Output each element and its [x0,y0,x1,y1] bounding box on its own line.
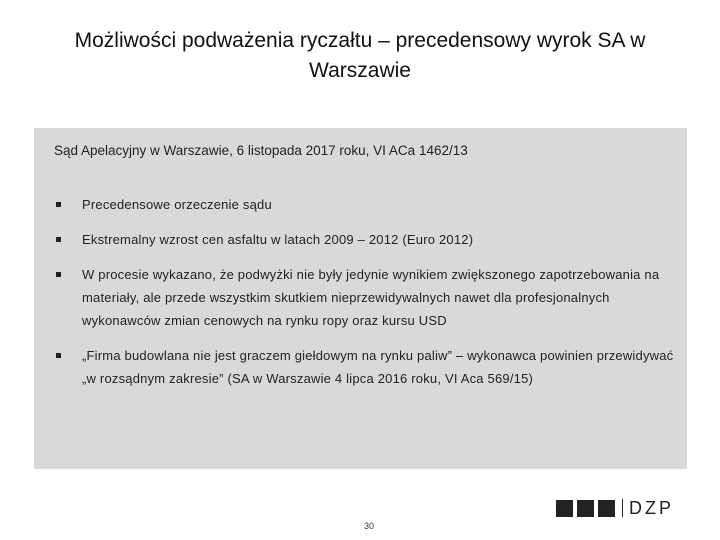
logo-divider [622,499,623,517]
bullet-text: Precedensowe orzeczenie sądu [82,197,272,212]
square-bullet-icon [56,202,61,207]
square-bullet-icon [56,237,61,242]
case-reference: Sąd Apelacyjny w Warszawie, 6 listopada 2017 roku, VI ACa 1462/13 [54,143,468,158]
logo-square-icon [556,500,573,517]
logo-square-icon [598,500,615,517]
bullet-item [56,344,676,390]
slide-title: Możliwości podważenia ryczałtu – precedensowy wyrok SA w Warszawie [74,29,646,82]
bullet-item [56,263,676,332]
logo-square-icon [577,500,594,517]
bullet-text: „Firma budowlana nie jest graczem giełdowym na rynku paliw” – wykonawca powinien przewidywać „w rozsądnym zakresie” (SA w Warszawie 4 lipca 2016 roku, VI Aca 569/15) [82,348,674,386]
bullet-text: Ekstremalny wzrost cen asfaltu w latach 2009 – 2012 (Euro 2012) [82,232,474,247]
content-panel [34,128,687,469]
bullet-item [56,193,676,216]
page-number: 30 [363,521,374,531]
bullet-item [56,228,676,251]
bullet-text: W procesie wykazano, że podwyżki nie były jedynie wynikiem zwiększonego zapotrzebowania na materiały, ale przede wszystkim skutkiem nieprzewidywalnych nawet dla profesjonalnych wykonawców zmian cenowych na rynku ropy oraz kursu USD [82,267,660,328]
company-logo [556,498,674,518]
square-bullet-icon [56,353,61,358]
square-bullet-icon [56,272,61,277]
logo-text: DZP [629,498,674,518]
